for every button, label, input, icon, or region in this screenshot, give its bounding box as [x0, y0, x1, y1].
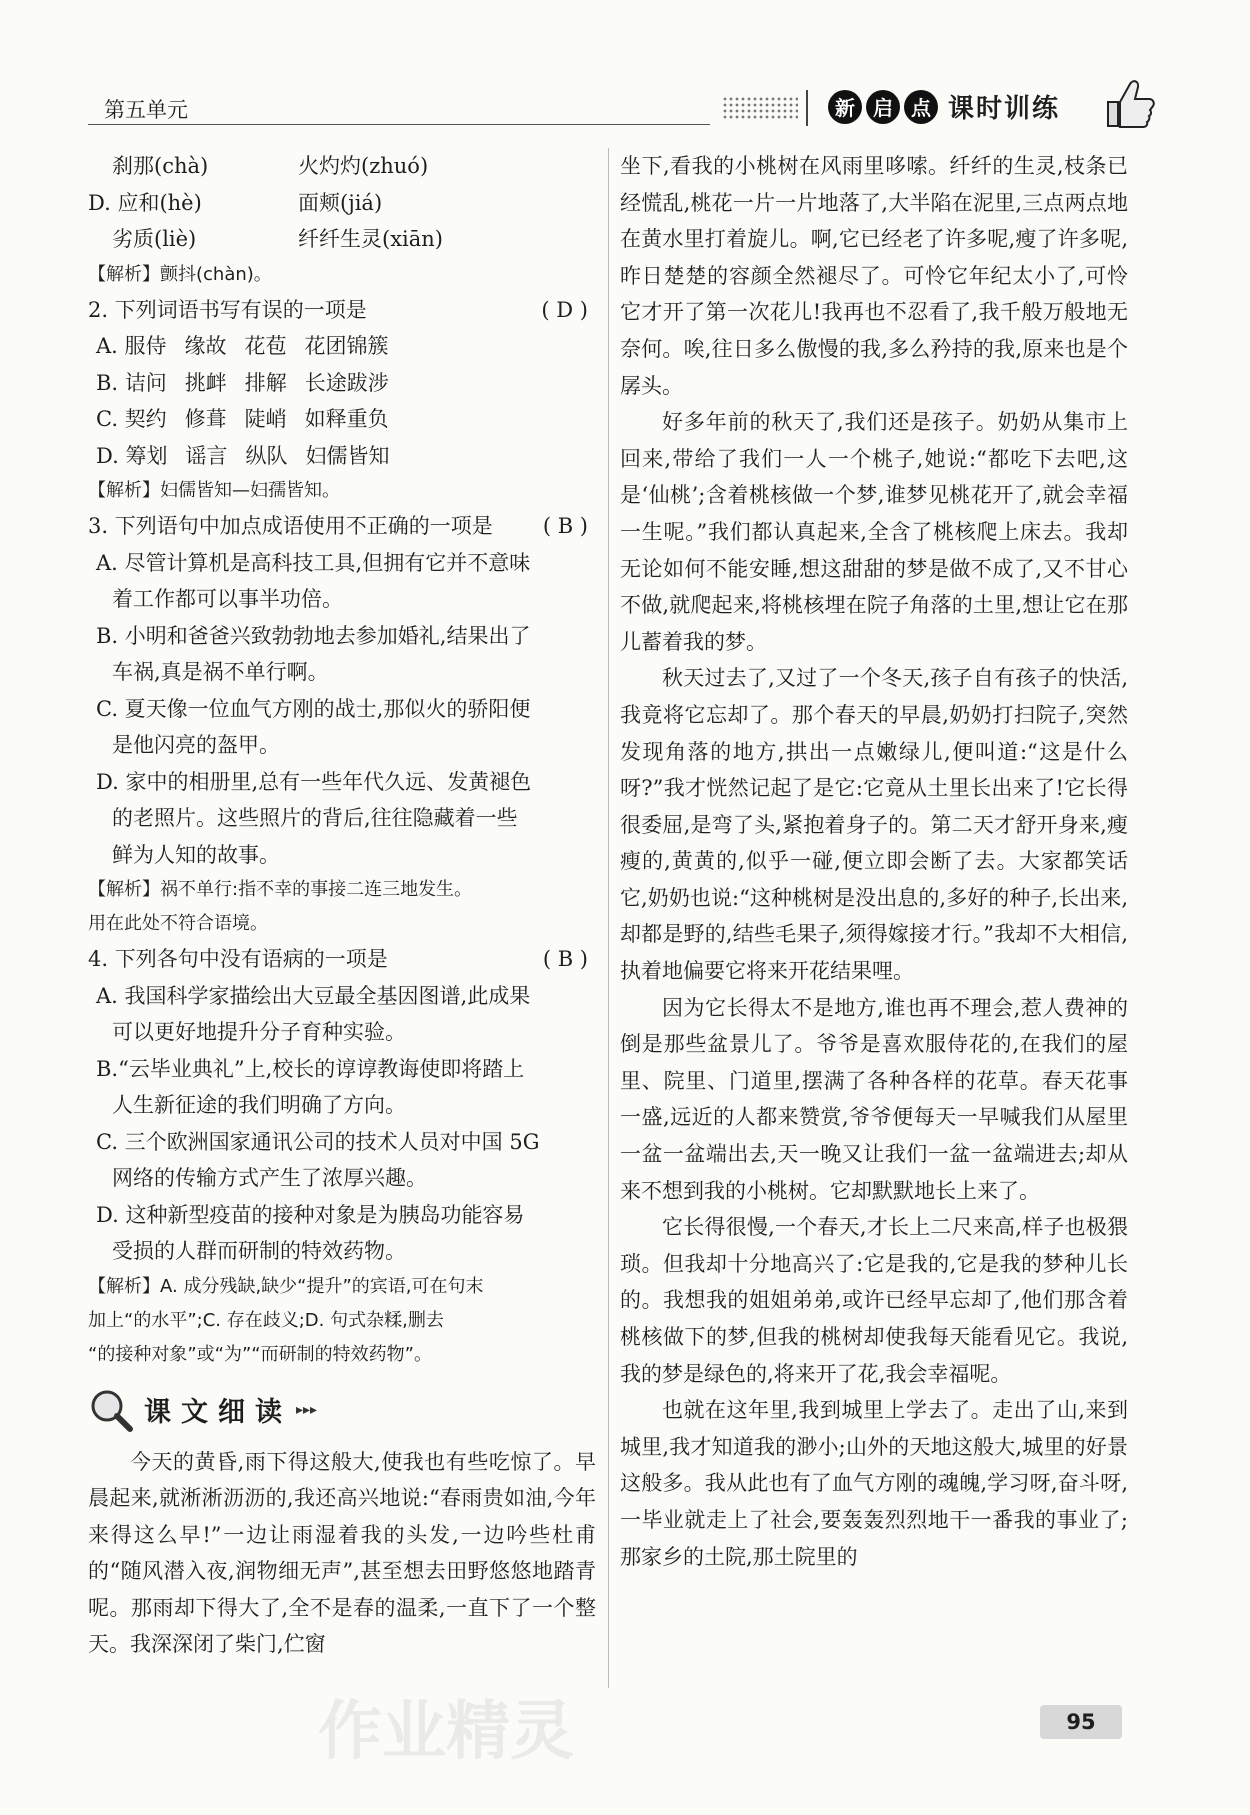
magnifier-icon	[88, 1387, 134, 1433]
q3-analysis: 用在此处不符合语境。	[88, 913, 268, 934]
q4-line: A. 我国科学家描绘出大豆最全基因图谱,此成果	[96, 983, 531, 1008]
q3-stem	[88, 508, 596, 545]
q1-item: 刹那(chà)	[112, 154, 209, 178]
brand-char-3: 点	[904, 90, 938, 124]
q2-word: 纵队	[245, 443, 288, 468]
q2-word: B. 诘问	[96, 370, 167, 395]
q3-answer: ( B )	[542, 514, 588, 538]
q3-line: 车祸,真是祸不单行啊。	[112, 660, 329, 684]
q4-analysis: “的接种对象”或“为”“而研制的特效药物”。	[88, 1343, 432, 1365]
q2-word: 修葺	[184, 407, 227, 431]
q2-word: 排解	[244, 370, 287, 395]
q2-analysis: 【解析】妇儒皆知—妇孺皆知。	[88, 480, 340, 501]
q4-line: 可以更好地提升分子育种实验。	[112, 1020, 406, 1044]
q4-line: C. 三个欧洲国家通讯公司的技术人员对中国 5G	[96, 1129, 540, 1154]
q3-line: C. 夏天像一位血气方刚的战士,那似火的骄阳便	[96, 696, 531, 721]
q2-stem	[88, 292, 596, 329]
q2-word: 花苞	[244, 334, 287, 358]
q2-word: 长途跋涉	[304, 370, 389, 395]
q4-answer: ( B )	[542, 947, 588, 971]
left-column	[88, 148, 596, 1663]
brand-char-2: 启	[866, 90, 900, 124]
q2-option-b	[88, 365, 596, 402]
watermark: 作业精灵	[318, 1695, 574, 1769]
section-header	[88, 1380, 596, 1440]
q2-word: 谣言	[185, 443, 228, 468]
q4-line: D. 这种新型疫苗的接种对象是为胰岛功能容易	[96, 1202, 525, 1227]
q2-word: 挑衅	[184, 370, 227, 395]
q1-line-3	[88, 221, 596, 258]
q2-word: 花团锦簇	[304, 334, 389, 358]
q2-option-c	[88, 401, 596, 438]
q4-line: 受损的人群而研制的特效药物。	[112, 1239, 406, 1263]
thumbs-up-icon	[1098, 72, 1160, 134]
q3-stem-text: 3. 下列语句中加点成语使用不正确的一项是	[88, 514, 493, 538]
q2-word: D. 筹划	[96, 443, 168, 468]
q1-line-2	[88, 185, 596, 222]
q3-line: 着工作都可以事半功倍。	[112, 587, 343, 611]
brand-char-1: 新	[828, 90, 862, 124]
q1-item: 火灼灼(zhuó)	[298, 154, 429, 178]
q4-line: 网络的传输方式产生了浓厚兴趣。	[112, 1166, 427, 1190]
q2-word: 如释重负	[304, 407, 389, 431]
q3-line: 鲜为人知的故事。	[112, 842, 280, 867]
reading-paragraph: 因为它长得太不是地方,谁也再不理会,惹人费神的倒是那些盆景儿了。爷爷是喜欢服侍花的,在我们的屋里、院里、门道里,摆满了各种各样的花草。春天花事一盛,远近的人都来赞赏,爷爷便每天一早喊我们从屋里一盆一盆端出去,天一晚又让我们一盆一盆端进去;却从来不想到我的小桃树。它却默默地长上来了。	[620, 995, 1128, 1203]
q2-word: A. 服侍	[96, 334, 167, 358]
brand	[828, 88, 1060, 125]
q3-line: D. 家中的相册里,总有一些年代久远、发黄褪色	[96, 769, 532, 794]
reading-paragraph: 坐下,看我的小桃树在风雨里哆嗦。纤纤的生灵,枝条已经慌乱,桃花一片一片地落了,大半陷在泥里,三点两点地在黄水里打着旋儿。啊,它已经老了许多呢,瘦了许多呢,昨日楚楚的容颜全然褪尽了。可怜它年纪太小了,可怜它才开了第一次花儿!我再也不忍看了,我千般万般地无奈何。唉,往日多么傲慢的我,多么矜持的我,原来也是个孱头。	[620, 154, 1128, 398]
q2-word: C. 契约	[96, 407, 167, 431]
section-title: 课文细读	[144, 1397, 292, 1428]
reading-paragraph: 它长得很慢,一个春天,才长上二尺来高,样子也极猥琐。但我却十分地高兴了:它是我的,它是我的梦种儿长的。我想我的姐姐弟弟,或许已经早忘却了,他们那含着桃核做下的梦,但我的桃树却使我每天能看见它。我说,我的梦是绿色的,将来开了花,我会幸福呢。	[620, 1215, 1128, 1386]
reading-paragraph: 秋天过去了,又过了一个冬天,孩子自有孩子的快活,我竟将它忘却了。那个春天的早晨,奶奶打扫院子,突然发现角落的地方,拱出一点嫩绿儿,便叫道:“这是什么呀?”我才恍然记起了是它:它竟从土里长出来了!它长得很委屈,是弯了头,紧抱着身子的。第二天才舒开身来,瘦瘦的,黄黄的,似乎一碰,便立即会断了去。大家都笑话它,奶奶也说:“这种桃树是没出息的,多好的种子,长出来,却都是野的,结些毛果子,须得嫁接才行。”我却不大相信,执着地偏要它将来开花结果哩。	[620, 666, 1128, 984]
q4-analysis: 【解析】A. 成分残缺,缺少“提升”的宾语,可在句末	[88, 1275, 484, 1297]
q4-line: 人生新征途的我们明确了方向。	[112, 1093, 406, 1117]
reading-paragraph: 也就在这年里,我到城里上学去了。走出了山,来到城里,我才知道我的渺小;山外的天地这般大,城里的好景这般多。我从此也有了血气方刚的魂魄,学习呀,奋斗呀,一毕业就走上了社会,要轰轰烈烈地干一番我的事业了;那家乡的土院,那土院里的	[620, 1398, 1128, 1569]
reading-paragraph: 今天的黄昏,雨下得这般大,使我也有些吃惊了。早晨起来,就淅淅沥沥的,我还高兴地说:“春雨贵如油,今年来得这么早!”一边让雨湿着我的头发,一边吟些杜甫的“随风潜入夜,润物细无声”,甚至想去田野悠悠地踏青呢。那雨却下得大了,全不是春的温柔,一直下了一个整天。我深深闭了柴门,伫窗	[88, 1449, 596, 1657]
q1-item: D. 应和(hè)	[88, 190, 202, 215]
q1-item: 劣质(liè)	[112, 227, 197, 251]
header-divider	[806, 90, 808, 126]
q1-item: 纤纤生灵(xiān)	[298, 227, 443, 251]
q1-line-1	[88, 148, 596, 185]
reading-paragraph: 好多年前的秋天了,我们还是孩子。奶奶从集市上回来,带给了我们一人一个桃子,她说:“都吃下去吧,这是‘仙桃’;含着桃核做一个梦,谁梦见桃花开了,就会幸福一生呢。”我们都认真起来,全含了桃核爬上床去。我却无论如何不能安睡,想这甜甜的梦是做不成了,又不甘心不做,就爬起来,将桃核埋在院子角落的土里,想让它在那儿蓄着我的梦。	[620, 410, 1128, 654]
q2-option-d	[88, 438, 596, 475]
q2-word: 妇儒皆知	[305, 443, 390, 468]
q1-analysis: 【解析】颤抖(chàn)。	[88, 263, 272, 285]
q3-line: 的老照片。这些照片的背后,往往隐藏着一些	[112, 806, 518, 830]
unit-label: 第五单元	[104, 98, 188, 122]
q3-analysis: 【解析】祸不单行:指不幸的事接二连三地发生。	[88, 879, 473, 900]
q2-word: 陡峭	[244, 407, 287, 431]
q1-item: 面颊(jiá)	[298, 190, 383, 215]
q2-stem-text: 2. 下列词语书写有误的一项是	[88, 297, 367, 322]
q3-line: B. 小明和爸爸兴致勃勃地去参加婚礼,结果出了	[96, 623, 531, 648]
q2-word: 缘故	[184, 334, 227, 358]
q4-stem	[88, 941, 596, 978]
header-rule	[88, 124, 710, 125]
q2-answer: ( D )	[541, 297, 588, 322]
q4-stem-text: 4. 下列各句中没有语病的一项是	[88, 947, 388, 971]
brand-title: 课时训练	[948, 94, 1061, 124]
q4-analysis: 加上“的水平”;C. 存在歧义;D. 句式杂糅,删去	[88, 1309, 444, 1331]
q3-line: 是他闪亮的盔甲。	[112, 733, 280, 757]
right-column	[620, 148, 1128, 1575]
q4-line: B.“云毕业典礼”上,校长的谆谆教诲使即将踏上	[96, 1056, 525, 1081]
page-number: 95	[1040, 1705, 1122, 1739]
arrows-icon: ▸▸▸	[296, 1401, 318, 1418]
q2-option-a	[88, 328, 596, 365]
q3-line: A. 尽管计算机是高科技工具,但拥有它并不意味	[96, 550, 531, 575]
header-dots	[722, 96, 798, 120]
column-divider	[608, 148, 609, 1688]
